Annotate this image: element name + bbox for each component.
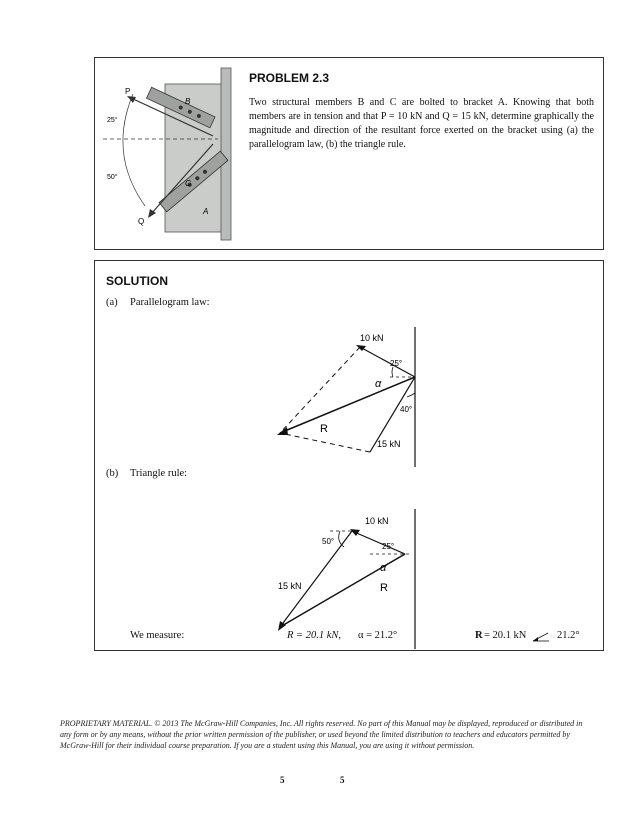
problem-text: Two structural members B and C are bolted to bracket A. Knowing that both members are in tension and that P = 10 kN and Q = 15 kN, determine graphically the magnitude and direction of the resultant force exerted on the bracket using (a) the parallelogram law, (b) the triangle rule.: [249, 97, 594, 150]
final-angle: 21.2°: [557, 630, 580, 641]
label-b: B: [185, 97, 191, 106]
measure-alpha: α = 21.2°: [358, 630, 398, 641]
page-number-left: 5: [280, 775, 285, 785]
diag-b-25: 25°: [382, 542, 395, 551]
label-25: 25°: [107, 117, 118, 124]
diag-a-15kn: 15 kN: [377, 439, 401, 449]
part-b-marker: (b): [106, 468, 119, 479]
label-c: C: [185, 179, 191, 188]
parallelogram-diagram: [265, 327, 435, 467]
solution-box: [94, 260, 604, 651]
diag-b-10kn: 10 kN: [365, 516, 389, 526]
diag-b-15kn: 15 kN: [278, 581, 302, 591]
triangle-diagram: [270, 509, 440, 649]
copyright-footer: PROPRIETARY MATERIAL. © 2013 The McGraw-Hill Companies, Inc. All rights reserved. No part of this Manual may be displayed, reproduced or distributed in any form or by any means, without the prior written permission of the publisher, or used beyond the limited distribution to teachers and educators permitted by McGraw-Hill for their individual course preparation. If you are a student using this Manual, you are using it without permission.: [60, 719, 583, 750]
diag-b-alpha: α: [380, 562, 387, 574]
part-a-label: Parallelogram law:: [130, 297, 210, 308]
diag-a-alpha: α: [375, 378, 382, 390]
diag-a-r: R: [320, 423, 328, 435]
problem-title: PROBLEM 2.3: [249, 71, 330, 85]
final-r: R: [475, 630, 483, 641]
page-number-right: 5: [340, 775, 345, 785]
angle-symbol-icon: [533, 632, 549, 642]
label-q: Q: [138, 217, 145, 226]
label-a: A: [203, 207, 209, 216]
part-a-marker: (a): [106, 297, 118, 308]
label-p: P: [125, 87, 131, 96]
measure-r: R = 20.1 kN,: [287, 630, 342, 641]
diag-a-10kn: 10 kN: [360, 333, 384, 343]
diag-a-25: 25°: [390, 359, 403, 368]
diag-b-r: R: [380, 582, 388, 594]
final-value: = 20.1 kN: [484, 630, 527, 641]
measure-label: We measure:: [130, 630, 185, 641]
part-b-label: Triangle rule:: [130, 468, 188, 479]
diag-a-40: 40°: [400, 405, 413, 414]
solution-title: SOLUTION: [106, 274, 168, 288]
problem-box: [94, 57, 604, 250]
label-50: 50°: [107, 174, 118, 181]
bracket-figure: [103, 64, 253, 244]
diag-b-50: 50°: [322, 537, 335, 546]
